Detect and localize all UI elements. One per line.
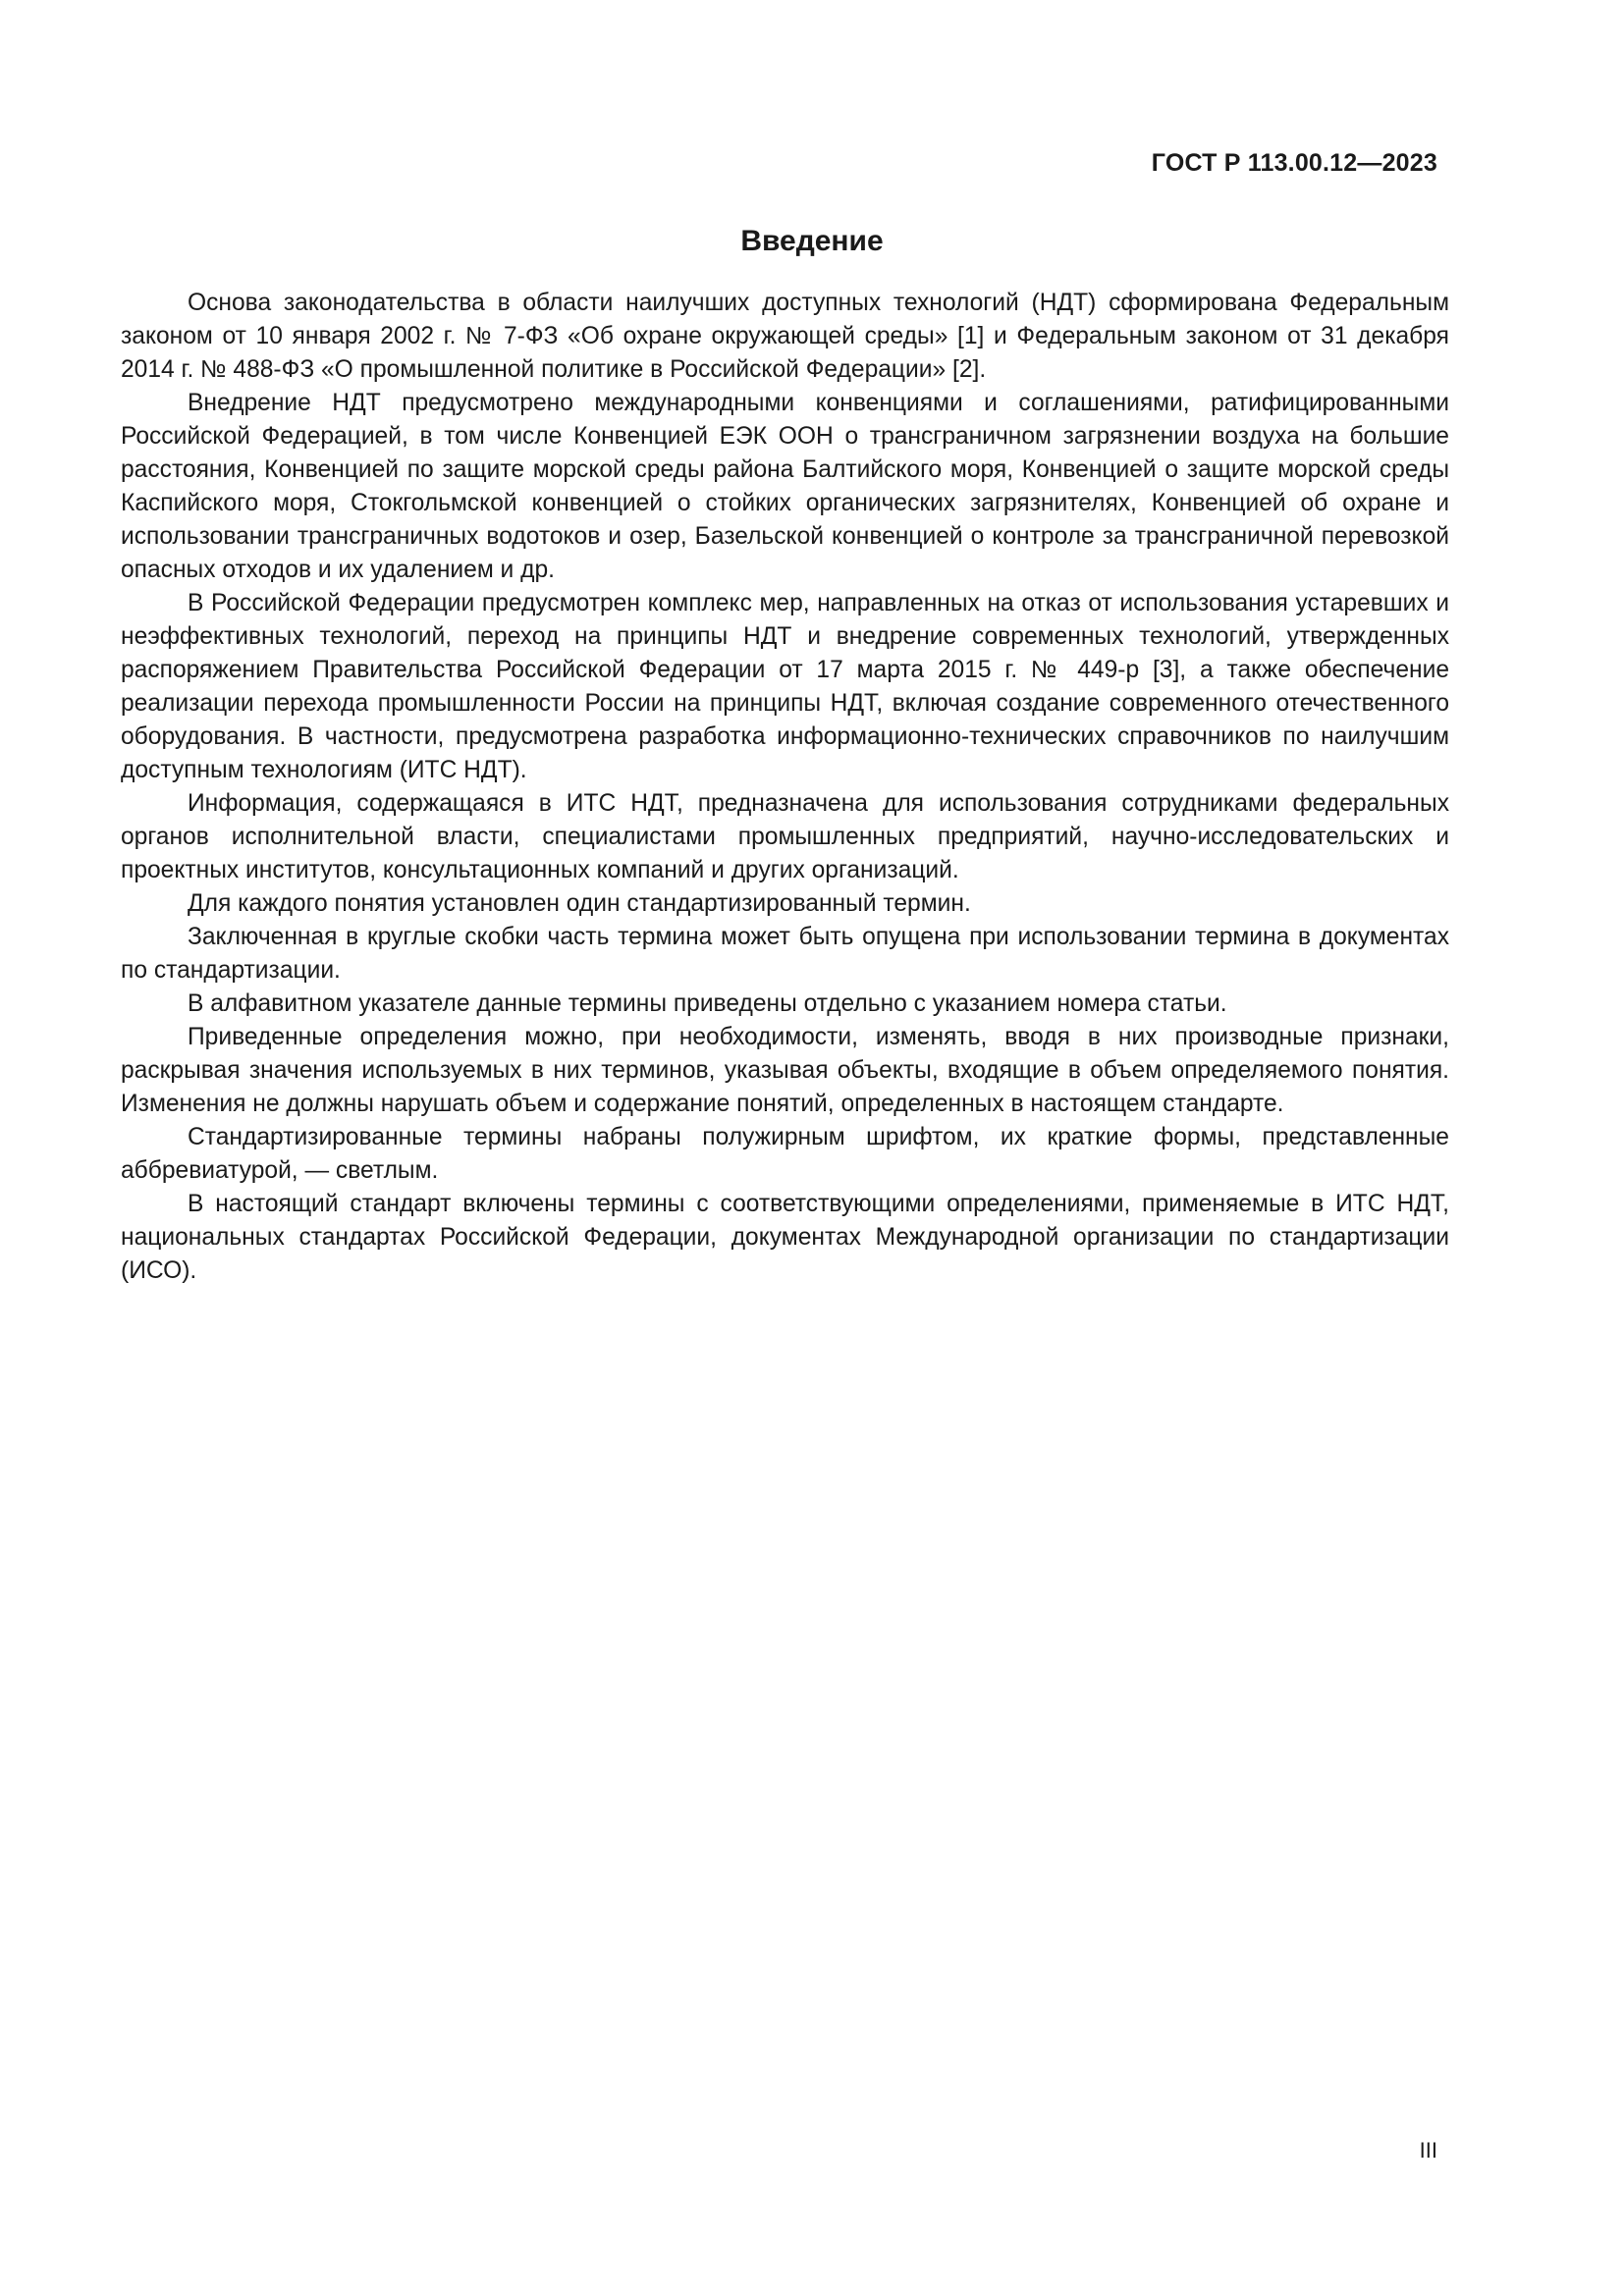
paragraph: Для каждого понятия установлен один стандартизированный термин. <box>188 890 971 917</box>
paragraph: В настоящий стандарт включены термины с соответствующими определениями, применяемые в ИТС НДТ, национальных стандартах Российской Федерации, документах Международной организации по стандартизации (ИСО). <box>121 1191 1449 1284</box>
paragraph: Внедрение НДТ предусмотрено международными конвенциями и соглашениями, ратифицированными Российской Федерацией, в том числе Конвенцией ЕЭК ООН о трансграничном загрязнении воздуха на большие расстояния, Конвенцией по защите морской среды района Балтийского моря, Конвенцией о защите морской среды Каспийского моря, Стокгольмской конвенцией о стойких органических загрязнителях, Конвенцией об охране и использовании трансграничных водотоков и озер, Базельской конвенцией о контроле за трансграничной перевозкой опасных отходов и их удалением и др. <box>121 390 1449 583</box>
paragraph: Приведенные определения можно, при необходимости, изменять, вводя в них производные признаки, раскрывая значения используемых в них терминов, указывая объекты, входящие в объем определяемого понятия. Изменения не должны нарушать объем и содержание понятий, определенных в настоящем стандарте. <box>121 1024 1449 1117</box>
document-header: ГОСТ Р 113.00.12—2023 <box>1151 149 1437 177</box>
document-body <box>121 287 1449 1288</box>
paragraph: Информация, содержащаяся в ИТС НДТ, предназначена для использования сотрудниками федеральных органов исполнительной власти, специалистами промышленных предприятий, научно-исследовательских и проектных институтов, консультационных компаний и других организаций. <box>121 790 1449 883</box>
section-title: Введение <box>740 225 884 257</box>
paragraph: В алфавитном указателе данные термины приведены отдельно с указанием номера статьи. <box>188 990 1227 1017</box>
paragraph: В Российской Федерации предусмотрен комплекс мер, направленных на отказ от использования устаревших и неэффективных технологий, переход на принципы НДТ и внедрение современных технологий, утвержденных распоряжением Правительства Российской Федерации от 17 марта 2015 г. № 449-р [3], а также обеспечение реализации перехода промышленности России на принципы НДТ, включая создание современного отечественного оборудования. В частности, предусмотрена разработка информационно-технических справочников по наилучшим доступным технологиям (ИТС НДТ). <box>121 590 1449 783</box>
paragraph: Основа законодательства в области наилучших доступных технологий (НДТ) сформирована Федеральным законом от 10 января 2002 г. № 7-ФЗ «Об охране окружающей среды» [1] и Федеральным законом от 31 декабря 2014 г. № 488-ФЗ «О промышленной политике в Российской Федерации» [2]. <box>121 290 1449 383</box>
page-number: III <box>1419 2138 1437 2163</box>
paragraph: Стандартизированные термины набраны полужирным шрифтом, их краткие формы, представленные аббревиатурой, — светлым. <box>121 1124 1449 1184</box>
paragraph: Заключенная в круглые скобки часть термина может быть опущена при использовании термина в документах по стандартизации. <box>121 924 1449 984</box>
